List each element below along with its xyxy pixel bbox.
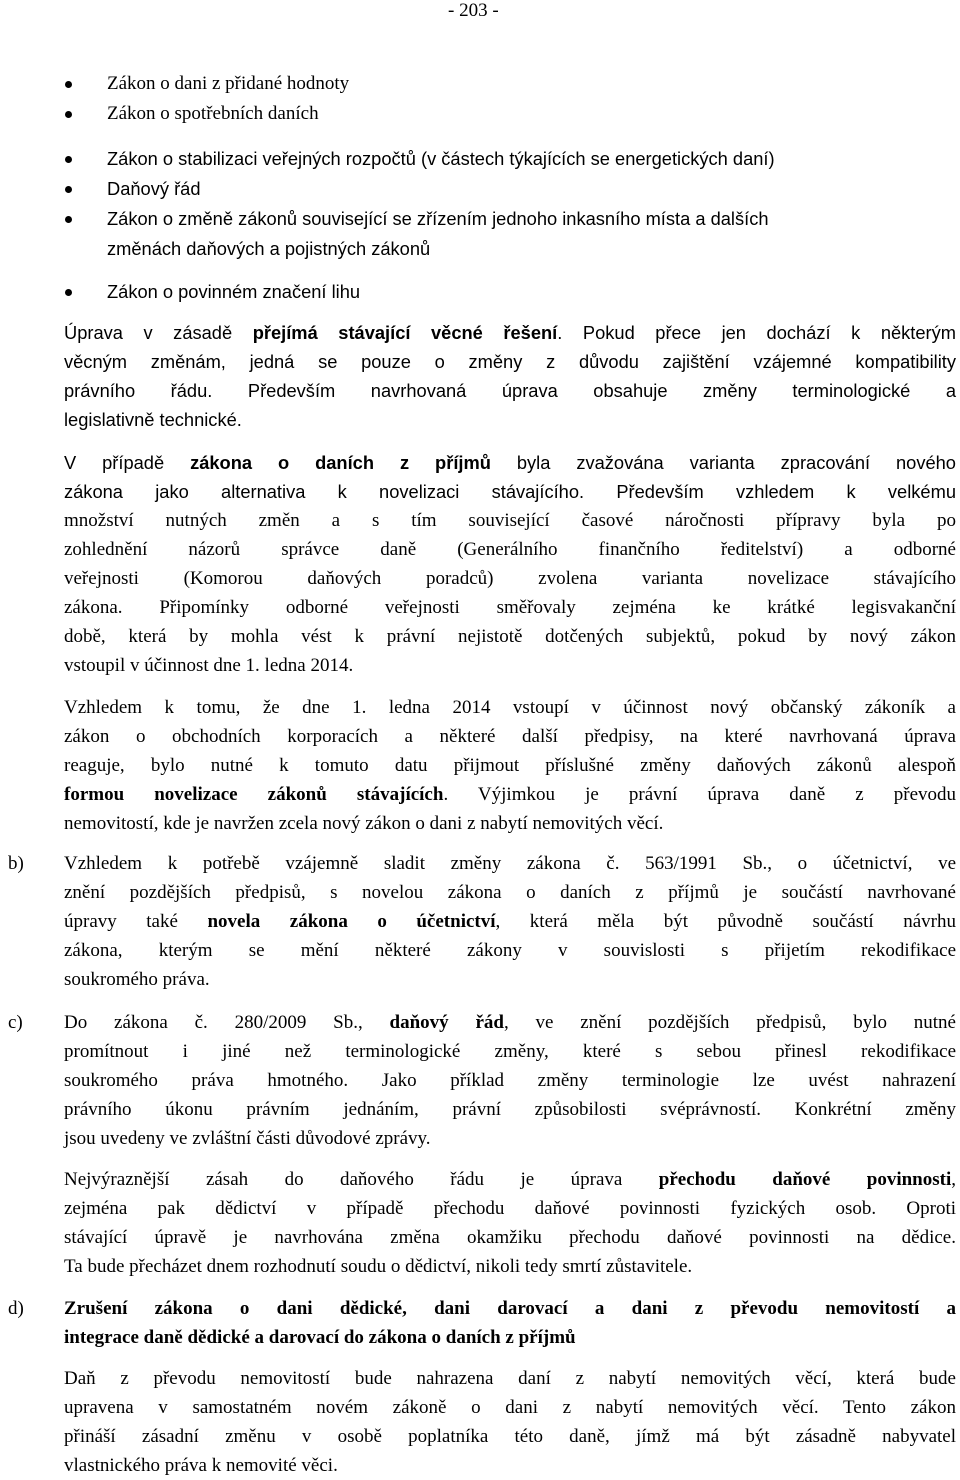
text-line: přináší zásadní změnu v osobě poplatníka této daně, jímž má být zásadně nabyvatel bbox=[64, 1426, 956, 1447]
text-line: věcným změnám, jedná se pouze o změny z důvodu zajištění vzájemné kompatibility bbox=[64, 351, 956, 372]
text-line: V případě zákona o daních z příjmů byla zvažována varianta zpracování nového bbox=[64, 452, 956, 473]
text-line: zákona. Připomínky odborné veřejnosti směřovaly zejména ke krátké legisvakanční bbox=[64, 597, 956, 618]
text-line: úpravy také novela zákona o účetnictví, která měla být původně součástí návrhu bbox=[64, 911, 956, 932]
list-item: Zákon o dani z přidané hodnoty bbox=[107, 73, 350, 94]
list-item: Daňový řád bbox=[107, 178, 201, 199]
text-line: Do zákona č. 280/2009 Sb., daňový řád, ve znění pozdějších předpisů, bylo nutné bbox=[64, 1012, 956, 1033]
text-line: vstoupil v účinnost dne 1. ledna 2014. bbox=[64, 655, 354, 676]
list-item: Zákon o stabilizaci veřejných rozpočtů (v částech týkajících se energetických daní) bbox=[107, 148, 775, 169]
text-line: formou novelizace zákonů stávajících. Výjimkou je právní úprava daně z převodu bbox=[64, 784, 956, 805]
list-item: Zákon o povinném značení lihu bbox=[107, 281, 361, 302]
text-line: době, která by mohla vést k právní nejistotě dotčených subjektů, pokud by nový zákon bbox=[64, 626, 956, 647]
text-line: upravena v samostatném novém zákoně o dani z nabytí nemovitých věcí. Tento zákon bbox=[64, 1397, 956, 1418]
text-line: veřejnosti (Komorou daňových poradců) zvolena varianta novelizace stávajícího bbox=[64, 568, 956, 589]
list-item: Zákon o spotřebních daních bbox=[107, 103, 319, 124]
text-line: Daň z převodu nemovitostí bude nahrazena daní z nabytí nemovitých věcí, která bude bbox=[64, 1368, 956, 1389]
list-item-continuation: změnách daňových a pojistných zákonů bbox=[107, 238, 431, 259]
text-line: vlastnického práva k nemovité věci. bbox=[64, 1455, 338, 1476]
text-line: jsou uvedeny ve zvláštní části důvodové zprávy. bbox=[64, 1128, 431, 1149]
text-line: nemovitostí, kde je navržen zcela nový zákon o dani z nabytí nemovitých věcí. bbox=[64, 813, 664, 834]
text-line: zákona jako alternativa k novelizaci stávajícího. Především vzhledem k velkému bbox=[64, 481, 956, 502]
text-line: právního úkonu právním jednáním, právní způsobilosti svéprávností. Konkrétní změny bbox=[64, 1099, 956, 1120]
text-line: Ta bude přecházet dnem rozhodnutí soudu o dědictví, nikoli tedy smrtí zůstavitele. bbox=[64, 1256, 693, 1277]
section-heading: integrace daně dědické a darovací do zákona o daních z příjmů bbox=[64, 1327, 576, 1348]
list-item: Zákon o změně zákonů související se zřízením jednoho inkasního místa a dalších bbox=[107, 208, 769, 229]
text-line: promítnout i jiné než terminologické změny, které s sebou přinesl rekodifikace bbox=[64, 1041, 956, 1062]
text-line: zákon o obchodních korporacích a některé další předpisy, na které navrhovaná úprava bbox=[64, 726, 956, 747]
text-line: reaguje, bylo nutné k tomuto datu přijmout příslušné změny daňových zákonů alespoň bbox=[64, 755, 956, 776]
text-line: Vzhledem k tomu, že dne 1. ledna 2014 vstoupí v účinnost nový občanský zákoník a bbox=[64, 697, 956, 718]
text-line: soukromého práva. bbox=[64, 969, 210, 990]
text-line: legislativně technické. bbox=[64, 409, 242, 430]
text-line: stávající úpravě je navrhována změna okamžiku přechodu daňové povinnosti na dědice. bbox=[64, 1227, 956, 1248]
text-line: zohlednění názorů správce daně (Generálního finančního ředitelství) a odborné bbox=[64, 539, 956, 560]
text-line: zákona, kterým se mění některé zákony v souvislosti s přijetím rekodifikace bbox=[64, 940, 956, 961]
section-label: b) bbox=[8, 853, 24, 874]
text-line: zejména pak dědictví v případě přechodu daňové povinnosti fyzických osob. Oproti bbox=[64, 1198, 956, 1219]
text-line: Vzhledem k potřebě vzájemně sladit změny zákona č. 563/1991 Sb., o účetnictví, ve bbox=[64, 853, 956, 874]
text-line: Úprava v zásadě přejímá stávající věcné řešení. Pokud přece jen dochází k některým bbox=[64, 322, 956, 343]
text-line: Nejvýraznější zásah do daňového řádu je úprava přechodu daňové povinnosti, bbox=[64, 1169, 956, 1190]
text-line: právního řádu. Především navrhovaná úprava obsahuje změny terminologické a bbox=[64, 380, 956, 401]
page-number: - 203 - bbox=[448, 0, 499, 21]
text-line: znění pozdějších předpisů, s novelou zákona o daních z příjmů je součástí navrhované bbox=[64, 882, 956, 903]
text-line: množství nutných změn a s tím související časové náročnosti přípravy byla po bbox=[64, 510, 956, 531]
text-line: soukromého práva hmotného. Jako příklad změny terminologie lze uvést nahrazení bbox=[64, 1070, 956, 1091]
section-heading: Zrušení zákona o dani dědické, dani darovací a dani z převodu nemovitostí a bbox=[64, 1298, 956, 1319]
section-label: d) bbox=[8, 1298, 24, 1319]
section-label: c) bbox=[8, 1012, 23, 1033]
